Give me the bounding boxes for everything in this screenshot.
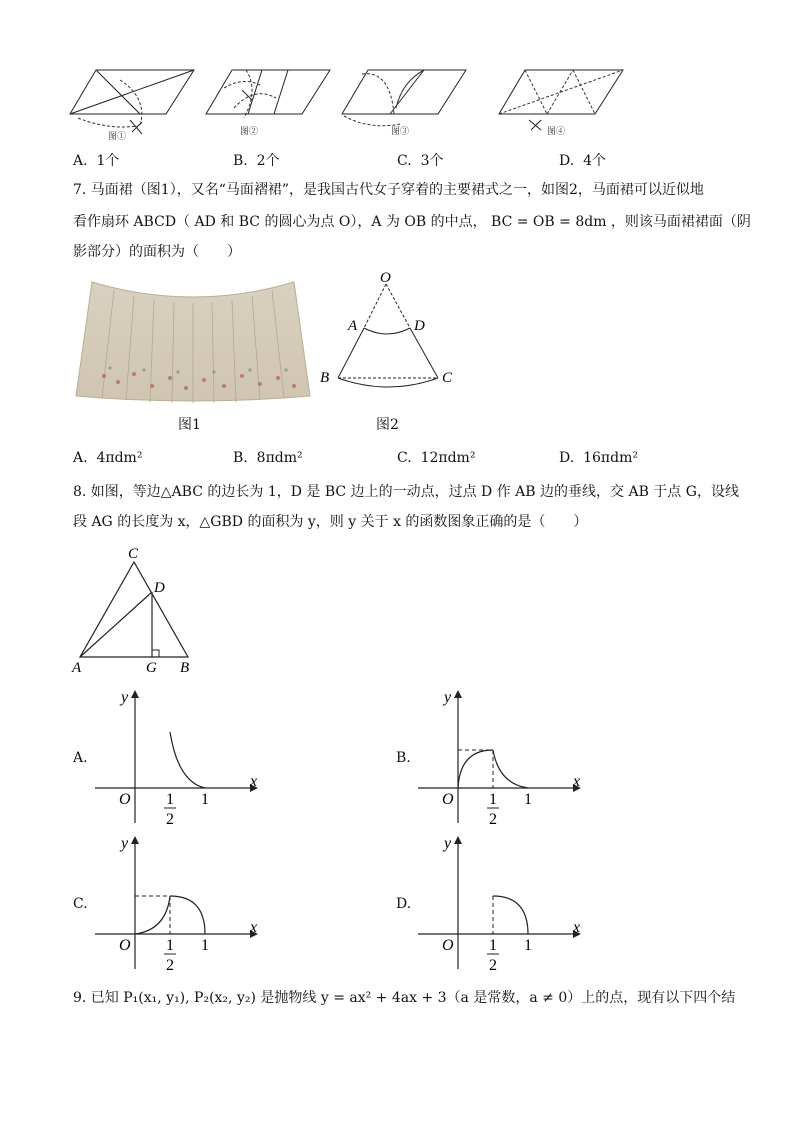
option-text: 12πdm² (420, 450, 476, 466)
y-axis-label: y (121, 835, 129, 852)
q7-option-b (233, 450, 303, 466)
option-text: 2个 (256, 153, 280, 169)
q6-option-d (559, 150, 606, 170)
skirt-photo (74, 278, 312, 408)
one-label: 1 (524, 791, 532, 808)
figure-caption-3: 图③ (391, 127, 410, 137)
label-d: D (414, 318, 425, 334)
q6-figure-1 (68, 68, 198, 138)
y-axis-arrow (454, 690, 462, 698)
option-letter: B. (233, 153, 248, 169)
half-numerator: 1 (489, 791, 497, 808)
x-axis-label: x (250, 773, 258, 790)
option-letter: C. (397, 153, 412, 169)
label-d: D (154, 580, 165, 596)
origin-label: O (119, 937, 131, 954)
half-numerator: 1 (489, 937, 497, 954)
label-b: B (320, 370, 330, 386)
q6-option-b (233, 150, 280, 170)
option-text: 4πdm² (96, 450, 143, 466)
q7-line-2: 看作扇环 ABCD（ AD 和 BC 的圆心为点 O），A 为 OB 的中点， BC = OB = 8dm ，则该马面裙裙面（阴 (73, 214, 751, 230)
curve-decreasing (170, 732, 205, 788)
half-denominator: 2 (166, 957, 174, 974)
origin-label: O (442, 791, 454, 808)
origin-label: O (119, 791, 131, 808)
option-text: 3个 (420, 153, 444, 169)
graph-option-d (413, 834, 583, 974)
q7-line-1: 7. 马面裙（图1），又名“马面褶裙”，是我国古代女子穿着的主要裙式之一，如图2，马面裙可以近似地 (73, 182, 704, 198)
q7-option-d (559, 450, 638, 466)
x-axis-label: x (573, 919, 581, 936)
option-letter: D. (559, 153, 575, 169)
x-axis-label: x (250, 919, 258, 936)
option-letter: C. (397, 450, 412, 466)
q6-figure-2 (204, 68, 334, 138)
half-denominator: 2 (489, 811, 497, 828)
q8-option-b-label: B. (396, 750, 411, 766)
fig1-caption: 图1 (178, 417, 201, 433)
y-axis-arrow (131, 690, 139, 698)
label-a: A (348, 318, 358, 334)
option-letter: A. (73, 450, 88, 466)
q8-option-c-label: C. (73, 896, 88, 912)
label-b: B (180, 660, 190, 676)
fig2-caption: 图2 (376, 417, 399, 433)
y-axis-arrow (131, 836, 139, 844)
curve-increasing (135, 896, 170, 934)
q8-line-1: 8. 如图，等边△ABC 的边长为 1，D 是 BC 边上的一动点，过点 D 作 AB 边的垂线，交 AB 于点 G，设线 (73, 484, 739, 500)
graph-option-b (413, 688, 583, 828)
y-axis-arrow (454, 836, 462, 844)
triangle-figure (70, 542, 200, 677)
q9-line-1: 9. 已知 P₁(x₁, y₁), P₂(x₂, y₂) 是抛物线 y = ax² + 4ax + 3（a 是常数，a ≠ 0）上的点，现有以下四个结 (73, 990, 736, 1006)
one-label: 1 (201, 791, 209, 808)
option-text: 1个 (96, 153, 120, 169)
sector-ring-figure (318, 268, 468, 398)
label-a: A (72, 660, 82, 676)
option-text: 8πdm² (256, 450, 303, 466)
figure-caption-2: 图② (240, 127, 259, 137)
y-axis-label: y (444, 835, 452, 852)
curve-increasing (458, 750, 493, 788)
origin-label: O (442, 937, 454, 954)
label-c: C (128, 546, 139, 562)
option-letter: A. (73, 153, 88, 169)
q7-option-c (397, 450, 475, 466)
x-axis-label: x (573, 773, 581, 790)
q6-option-c (397, 150, 444, 170)
figure-caption-4: 图④ (547, 127, 566, 137)
half-denominator: 2 (166, 811, 174, 828)
half-denominator: 2 (489, 957, 497, 974)
graph-option-a (90, 688, 260, 828)
q8-line-2: 段 AG 的长度为 x，△GBD 的面积为 y，则 y 关于 x 的函数图象正确的是（ ） (73, 514, 588, 530)
one-label: 1 (201, 937, 209, 954)
q7-option-a (73, 450, 142, 466)
figure-caption-1: 图① (108, 132, 127, 142)
q8-option-d-label: D. (396, 896, 412, 912)
one-label: 1 (524, 937, 532, 954)
option-text: 4个 (583, 153, 607, 169)
label-g: G (146, 660, 157, 676)
option-text: 16πdm² (583, 450, 638, 466)
half-numerator: 1 (166, 937, 174, 954)
label-o: O (380, 270, 391, 286)
curve-decreasing (493, 896, 528, 934)
y-axis-label: y (444, 689, 452, 706)
q7-line-3: 影部分）的面积为（ ） (73, 244, 241, 260)
half-numerator: 1 (166, 791, 174, 808)
q8-option-a-label: A. (73, 750, 88, 766)
label-c: C (442, 370, 453, 386)
q6-option-a (73, 150, 119, 170)
y-axis-label: y (121, 689, 129, 706)
graph-option-c (90, 834, 260, 974)
option-letter: D. (559, 450, 575, 466)
option-letter: B. (233, 450, 248, 466)
curve-decreasing (170, 896, 205, 934)
curve-decreasing (493, 750, 528, 788)
